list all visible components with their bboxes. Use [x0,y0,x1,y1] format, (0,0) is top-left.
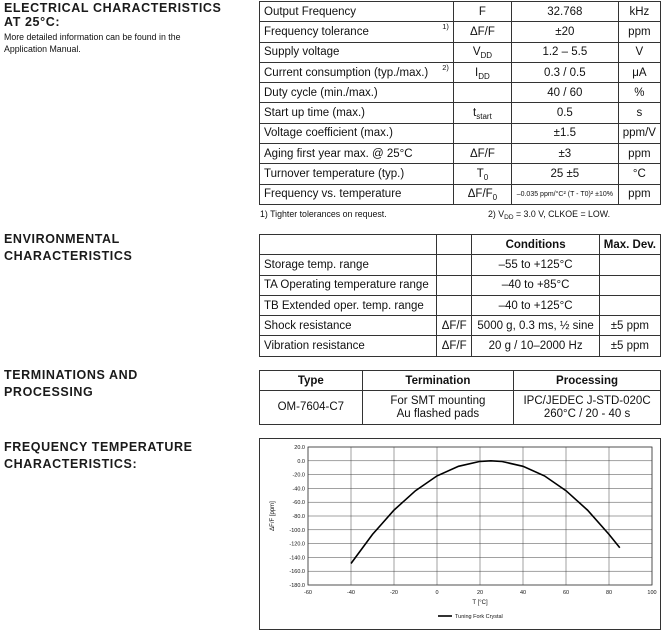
electrical-param-label: Duty cycle (min./max.) [264,86,378,99]
electrical-value: 0.5 [511,103,618,123]
y-tick-label: -80.0 [292,514,305,520]
terminations-row [260,391,661,425]
electrical-unit: V [618,42,660,62]
electrical-param [260,62,454,82]
chart-svg [260,439,660,629]
electrical-unit: ppm [618,144,660,164]
footnote-2: 2) $V_{DD} = 3.0$ V, CLKOE = LOW. [488,209,611,221]
electrical-param [260,144,454,164]
x-axis-label: T [°C] [472,600,488,606]
electrical-param-label: Turnover temperature (typ.) [264,168,405,181]
electrical-param [260,184,454,204]
y-tick-label: -40.0 [292,486,305,493]
env-conditions: 5000 g, 0.3 ms, ½ sine [472,316,599,336]
electrical-symbol-text: I [475,66,479,79]
environmental-heading [4,231,132,265]
env-max-dev [599,275,660,295]
x-tick-label: 20 [476,590,484,596]
electrical-note-line1: More detailed information can be found in the [4,32,181,42]
electrical-value: 1.2 – 5.5 [511,42,618,62]
electrical-row [260,184,661,204]
y-tick-label: 0.0 [297,458,305,465]
electrical-param-label: Output Frequency [264,5,357,18]
electrical-unit: ppm [618,22,660,42]
env-max-dev: ±5 ppm [599,336,660,356]
electrical-unit: ppm [618,184,660,204]
env-param: Shock resistance [260,316,437,336]
term-processing-line2: 260°C / 20 - 40 s [543,407,631,420]
electrical-symbol [453,22,511,42]
x-tick-label: -40 [347,590,355,596]
frequency-heading-line1: FREQUENCY TEMPERATURE [4,440,193,454]
env-header-max-dev: Max. Dev. [599,235,660,255]
electrical-table [259,1,661,205]
electrical-row [260,62,661,82]
electrical-symbol-subscript: start [476,112,492,122]
term-header-processing: Processing [514,371,661,391]
electrical-symbol-text: t [473,107,477,120]
term-termination-line2: Au flashed pads [396,407,480,420]
y-tick-label: -120.0 [289,541,305,548]
electrical-value: ±1.5 [511,123,618,143]
electrical-symbol-subscript: 0 [492,193,498,203]
electrical-param [260,103,454,123]
electrical-unit: ppm/V [618,123,660,143]
term-processing-line1: IPC/JEDEC J-STD-020C [523,394,651,407]
electrical-value: 40 / 60 [511,83,618,103]
electrical-row [260,103,661,123]
electrical-unit: kHz [618,2,660,22]
electrical-symbol-subscript: DD [480,51,493,61]
electrical-symbol-text: V [472,46,481,59]
electrical-heading [4,0,221,31]
electrical-param-label: Frequency vs. temperature [264,188,402,201]
electrical-row [260,144,661,164]
electrical-row [260,164,661,184]
footnote-ref: 2) [442,62,449,72]
electrical-unit: μA [618,62,660,82]
electrical-heading-line1: ELECTRICAL CHARACTERISTICS [4,1,222,15]
env-symbol: ΔF/F [436,336,471,356]
env-symbol: ΔF/F [436,316,471,336]
env-symbol [436,295,471,315]
x-tick-label: 80 [605,590,613,596]
electrical-value: 32.768 [511,2,618,22]
env-symbol [436,255,471,275]
y-tick-label: -100.0 [289,527,305,534]
env-param: Storage temp. range [260,255,437,275]
electrical-symbol [453,123,511,143]
electrical-value: 25 ±5 [511,164,618,184]
terminations-table [259,370,661,425]
electrical-param [260,83,454,103]
footnote-1: 1) Tighter tolerances on request. [260,209,387,219]
electrical-symbol [453,103,511,123]
env-conditions: –40 to +85°C [472,275,599,295]
electrical-symbol [453,62,511,82]
electrical-note-line2: Application Manual. [4,43,81,54]
term-processing [514,391,661,425]
electrical-symbol-subscript: 0 [483,173,489,183]
electrical-symbol-text: F [478,5,486,18]
y-tick-label: -20.0 [292,472,305,479]
env-conditions: –55 to +125°C [472,255,599,275]
frequency-heading [4,439,193,473]
environmental-table [259,234,661,357]
frequency-temperature-chart [259,438,661,630]
electrical-symbol [453,184,511,204]
electrical-param-label: Frequency tolerance [264,25,369,38]
env-conditions: 20 g / 10–2000 Hz [472,336,599,356]
env-max-dev [599,295,660,315]
electrical-symbol [453,2,511,22]
electrical-unit: % [618,83,660,103]
env-max-dev: ±5 ppm [599,316,660,336]
env-header-sym [436,235,471,255]
electrical-param [260,164,454,184]
electrical-row [260,42,661,62]
term-type: OM-7604-C7 [260,391,363,425]
term-header-termination: Termination [362,371,513,391]
frequency-heading-line2: CHARACTERISTICS: [4,457,138,471]
electrical-row [260,123,661,143]
environmental-row [260,336,661,356]
y-axis-label: ΔF/F [ppm] [270,501,276,531]
x-tick-label: -60 [304,590,312,596]
environmental-row [260,275,661,295]
environmental-row [260,316,661,336]
x-tick-label: -20 [390,590,398,596]
electrical-param [260,2,454,22]
terminations-header-row [260,371,661,391]
electrical-param-label: Current consumption (typ./max.) [264,66,429,79]
electrical-value: ±3 [511,144,618,164]
env-param: TA Operating temperature range [260,275,437,295]
electrical-note [4,32,181,55]
electrical-param-label: Aging first year max. @ 25°C [264,147,413,160]
legend-label: Tuning Fork Crystal [455,614,503,620]
environmental-row [260,295,661,315]
electrical-symbol-text: ΔF/F [467,188,493,201]
electrical-row [260,2,661,22]
x-tick-label: 0 [435,590,439,596]
env-symbol [436,275,471,295]
x-tick-label: 40 [519,590,527,596]
y-tick-label: -160.0 [289,569,305,576]
env-conditions: –40 to +125°C [472,295,599,315]
y-tick-label: 20.0 [294,445,305,451]
electrical-symbol [453,144,511,164]
electrical-symbol [453,164,511,184]
electrical-param [260,123,454,143]
electrical-symbol-text: T [476,168,484,181]
electrical-symbol [453,83,511,103]
electrical-param [260,22,454,42]
electrical-param-label: Supply voltage [264,46,340,59]
term-termination-line1: For SMT mounting [390,394,486,407]
electrical-row [260,83,661,103]
x-tick-label: 60 [562,590,570,596]
electrical-param-label: Start up time (max.) [264,107,365,120]
x-tick-label: 100 [647,590,657,596]
environmental-header-row [260,235,661,255]
env-header-param [260,235,437,255]
terminations-heading-line1: TERMINATIONS AND [4,368,138,382]
term-header-type: Type [260,371,363,391]
electrical-symbol [453,42,511,62]
footnote-ref: 1) [442,21,449,31]
env-param: Vibration resistance [260,336,437,356]
electrical-param-label: Voltage coefficient (max.) [264,127,393,140]
terminations-heading-line2: PROCESSING [4,385,94,399]
electrical-symbol-subscript: DD [478,71,490,81]
environmental-heading-line2: CHARACTERISTICS [4,249,133,263]
electrical-heading-line2: AT 25°C: [4,15,61,29]
environmental-row [260,255,661,275]
electrical-unit: s [618,103,660,123]
environmental-heading-line1: ENVIRONMENTAL [4,232,120,246]
electrical-symbol-text: ΔF/F [469,25,495,38]
electrical-value: 0.3 / 0.5 [511,62,618,82]
terminations-heading [4,367,138,401]
y-tick-label: -60.0 [292,500,305,507]
env-max-dev [599,255,660,275]
term-termination [362,391,513,425]
electrical-symbol-text: ΔF/F [469,147,495,160]
electrical-value: –0.035 ppm/°C² (T - T0)² ±10% [511,184,618,204]
env-header-conditions: Conditions [472,235,599,255]
y-tick-label: -180.0 [289,583,305,589]
electrical-unit: °C [618,164,660,184]
electrical-row [260,22,661,42]
y-tick-label: -140.0 [289,555,305,562]
env-param: TB Extended oper. temp. range [260,295,437,315]
electrical-param [260,42,454,62]
electrical-value: ±20 [511,22,618,42]
